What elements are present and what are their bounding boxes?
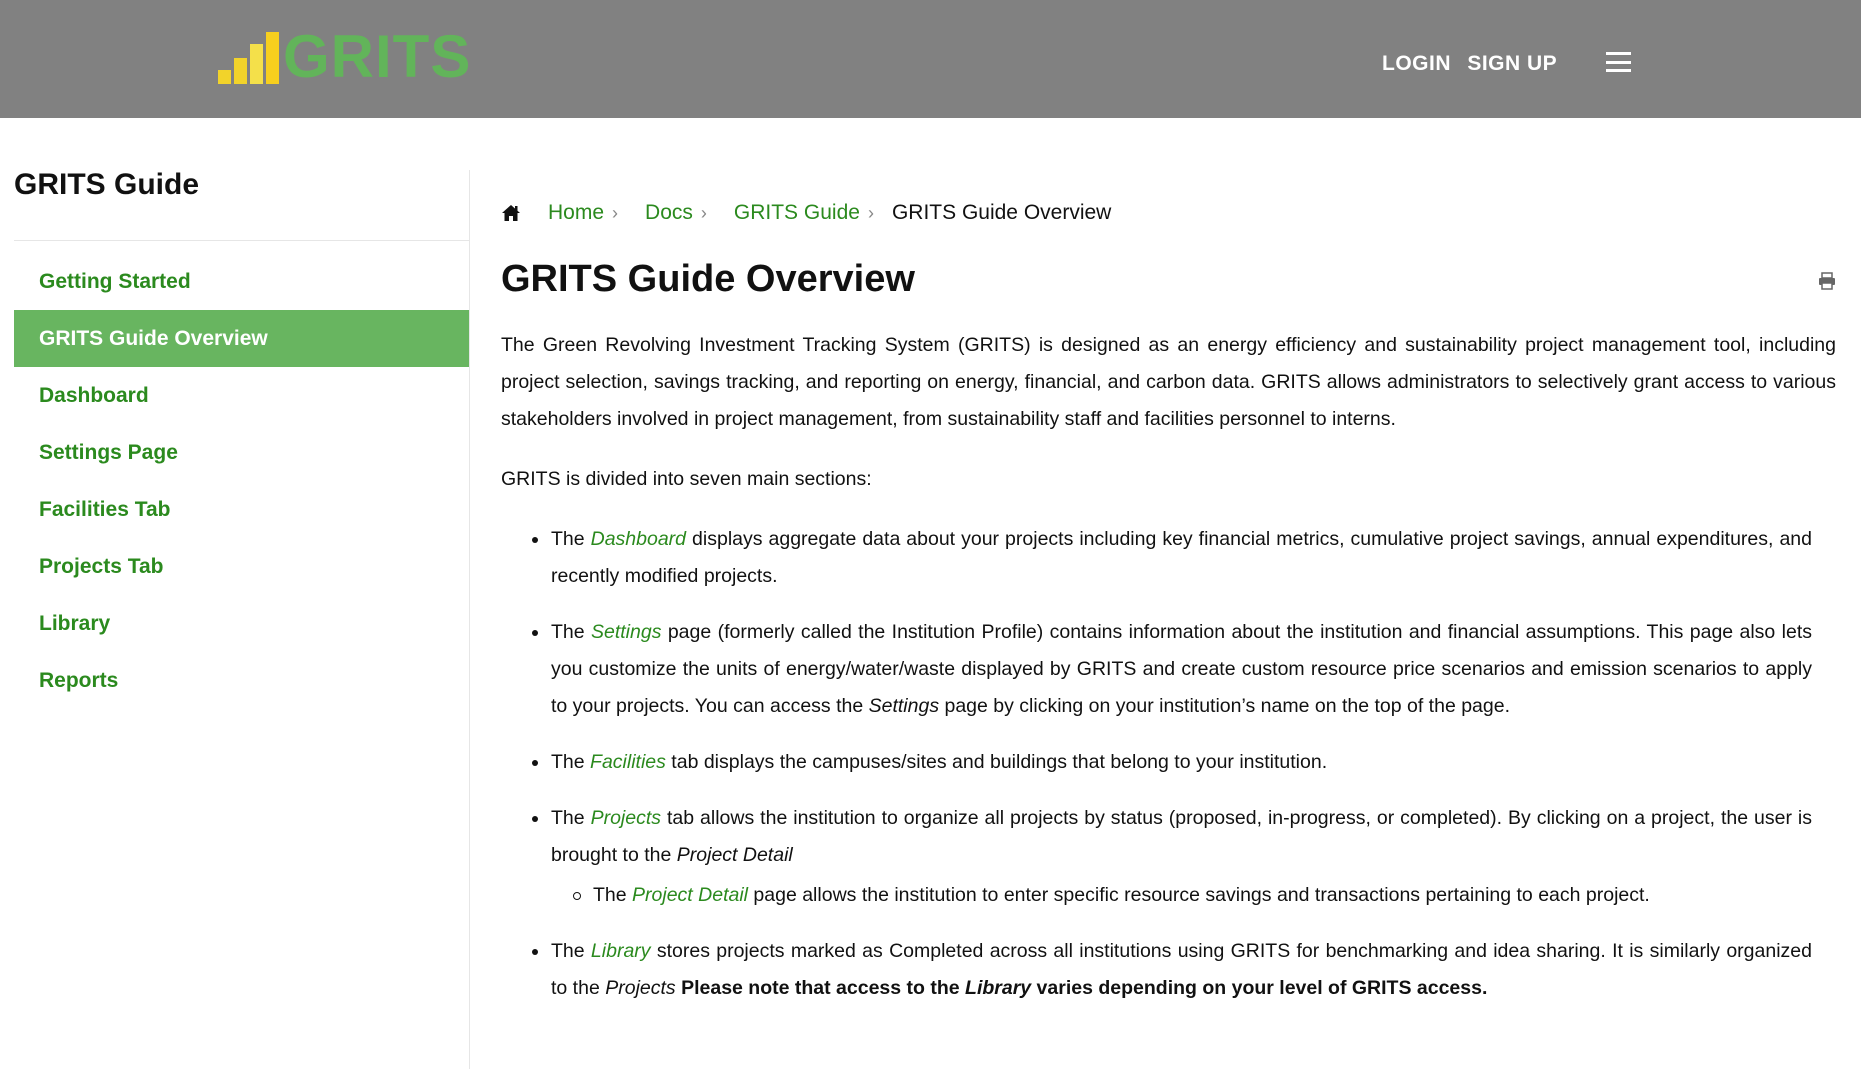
- projects-sublist: [551, 877, 1812, 914]
- facilities-link[interactable]: Facilities: [590, 751, 666, 773]
- list-item-project-detail: The Project Detail page allows the institution to enter specific resource savings and transactions pertaining to each project.: [593, 877, 1812, 914]
- sidebar-item-getting-started[interactable]: Getting Started: [39, 270, 191, 293]
- sections-list: [501, 521, 1836, 1007]
- main-content: [501, 118, 1836, 1026]
- grits-logo[interactable]: [218, 23, 472, 90]
- bar-chart-logo-icon: [218, 32, 279, 84]
- chevron-right-icon: ›: [700, 202, 707, 223]
- chevron-right-icon: ›: [612, 202, 619, 223]
- sidebar-item-grits-guide-overview[interactable]: GRITS Guide Overview: [14, 310, 469, 367]
- login-link[interactable]: LOGIN: [1382, 52, 1451, 75]
- article-body: [501, 327, 1836, 1007]
- sidebar-item-settings-page[interactable]: Settings Page: [39, 441, 178, 464]
- list-item-settings: The Settings page (formerly called the Institution Profile) contains information about the institution and financial assumptions. This page also lets you customize the units of energy/water/waste displayed by GRITS and create custom resource price scenarios and emission scenarios to apply to your projects. You can access the Settings page by clicking on your institution’s name on the top of the page.: [551, 614, 1836, 725]
- print-icon[interactable]: [1818, 272, 1836, 290]
- projects-link[interactable]: Projects: [590, 807, 662, 829]
- breadcrumb: [501, 198, 1836, 228]
- list-item-library: The Library stores projects marked as Completed across all institutions using GRITS for benchmarking and idea sharing. It is similarly organized to the Projects Please note that access to the Library varies depending on your level of GRITS access.: [551, 933, 1836, 1007]
- library-link[interactable]: Library: [590, 940, 651, 962]
- logo-text: GRITS: [283, 23, 472, 90]
- list-item-projects: The Projects tab allows the institution to organize all projects by status (proposed, in-progress, or completed). By clicking on a project, the user is brought to the Project Detail The Project Detail page allows the institution to enter specific resource savings and transactions pertaining to each project.: [551, 800, 1836, 914]
- intro-paragraph: The Green Revolving Investment Tracking System (GRITS) is designed as an energy efficiency and sustainability project management tool, including project selection, savings tracking, and reporting on energy, financial, and carbon data. GRITS allows administrators to selectively grant access to various stakeholders involved in project management, from sustainability staff and facilities personnel to interns.: [501, 334, 1836, 430]
- page-title: GRITS Guide Overview: [501, 258, 915, 300]
- sidebar-item-dashboard[interactable]: Dashboard: [39, 384, 149, 407]
- breadcrumb-docs[interactable]: Docs: [645, 201, 693, 224]
- list-item-facilities: The Facilities tab displays the campuses/sites and buildings that belong to your institution.: [551, 744, 1836, 781]
- breadcrumb-home[interactable]: Home: [548, 201, 605, 224]
- sections-intro: GRITS is divided into seven main sections:: [501, 468, 872, 490]
- dashboard-link[interactable]: Dashboard: [590, 528, 687, 550]
- breadcrumb-grits-guide[interactable]: GRITS Guide: [733, 201, 860, 224]
- title-row: [501, 258, 1836, 301]
- sidebar-divider: [14, 240, 469, 241]
- breadcrumb-current: GRITS Guide Overview: [891, 201, 1112, 224]
- sidebar-item-library[interactable]: Library: [39, 612, 111, 635]
- sidebar-item-reports[interactable]: Reports: [39, 669, 119, 692]
- list-item-dashboard: The Dashboard displays aggregate data about your projects including key financial metrics, cumulative project savings, annual expenditures, and recently modified projects.: [551, 521, 1836, 595]
- signup-link[interactable]: SIGN UP: [1467, 52, 1558, 75]
- sidebar-title: GRITS Guide: [14, 168, 200, 201]
- auth-links: [1382, 52, 1567, 76]
- settings-link[interactable]: Settings: [590, 621, 662, 643]
- hamburger-icon[interactable]: [1606, 52, 1631, 72]
- chevron-right-icon: ›: [867, 202, 874, 223]
- content-divider: [469, 170, 470, 1069]
- sidebar: [14, 118, 469, 709]
- project-detail-link[interactable]: Project Detail: [632, 884, 748, 906]
- sidebar-item-facilities-tab[interactable]: Facilities Tab: [39, 498, 171, 521]
- sidebar-item-projects-tab[interactable]: Projects Tab: [39, 555, 164, 578]
- top-navbar: [0, 0, 1861, 118]
- home-icon[interactable]: [501, 204, 521, 222]
